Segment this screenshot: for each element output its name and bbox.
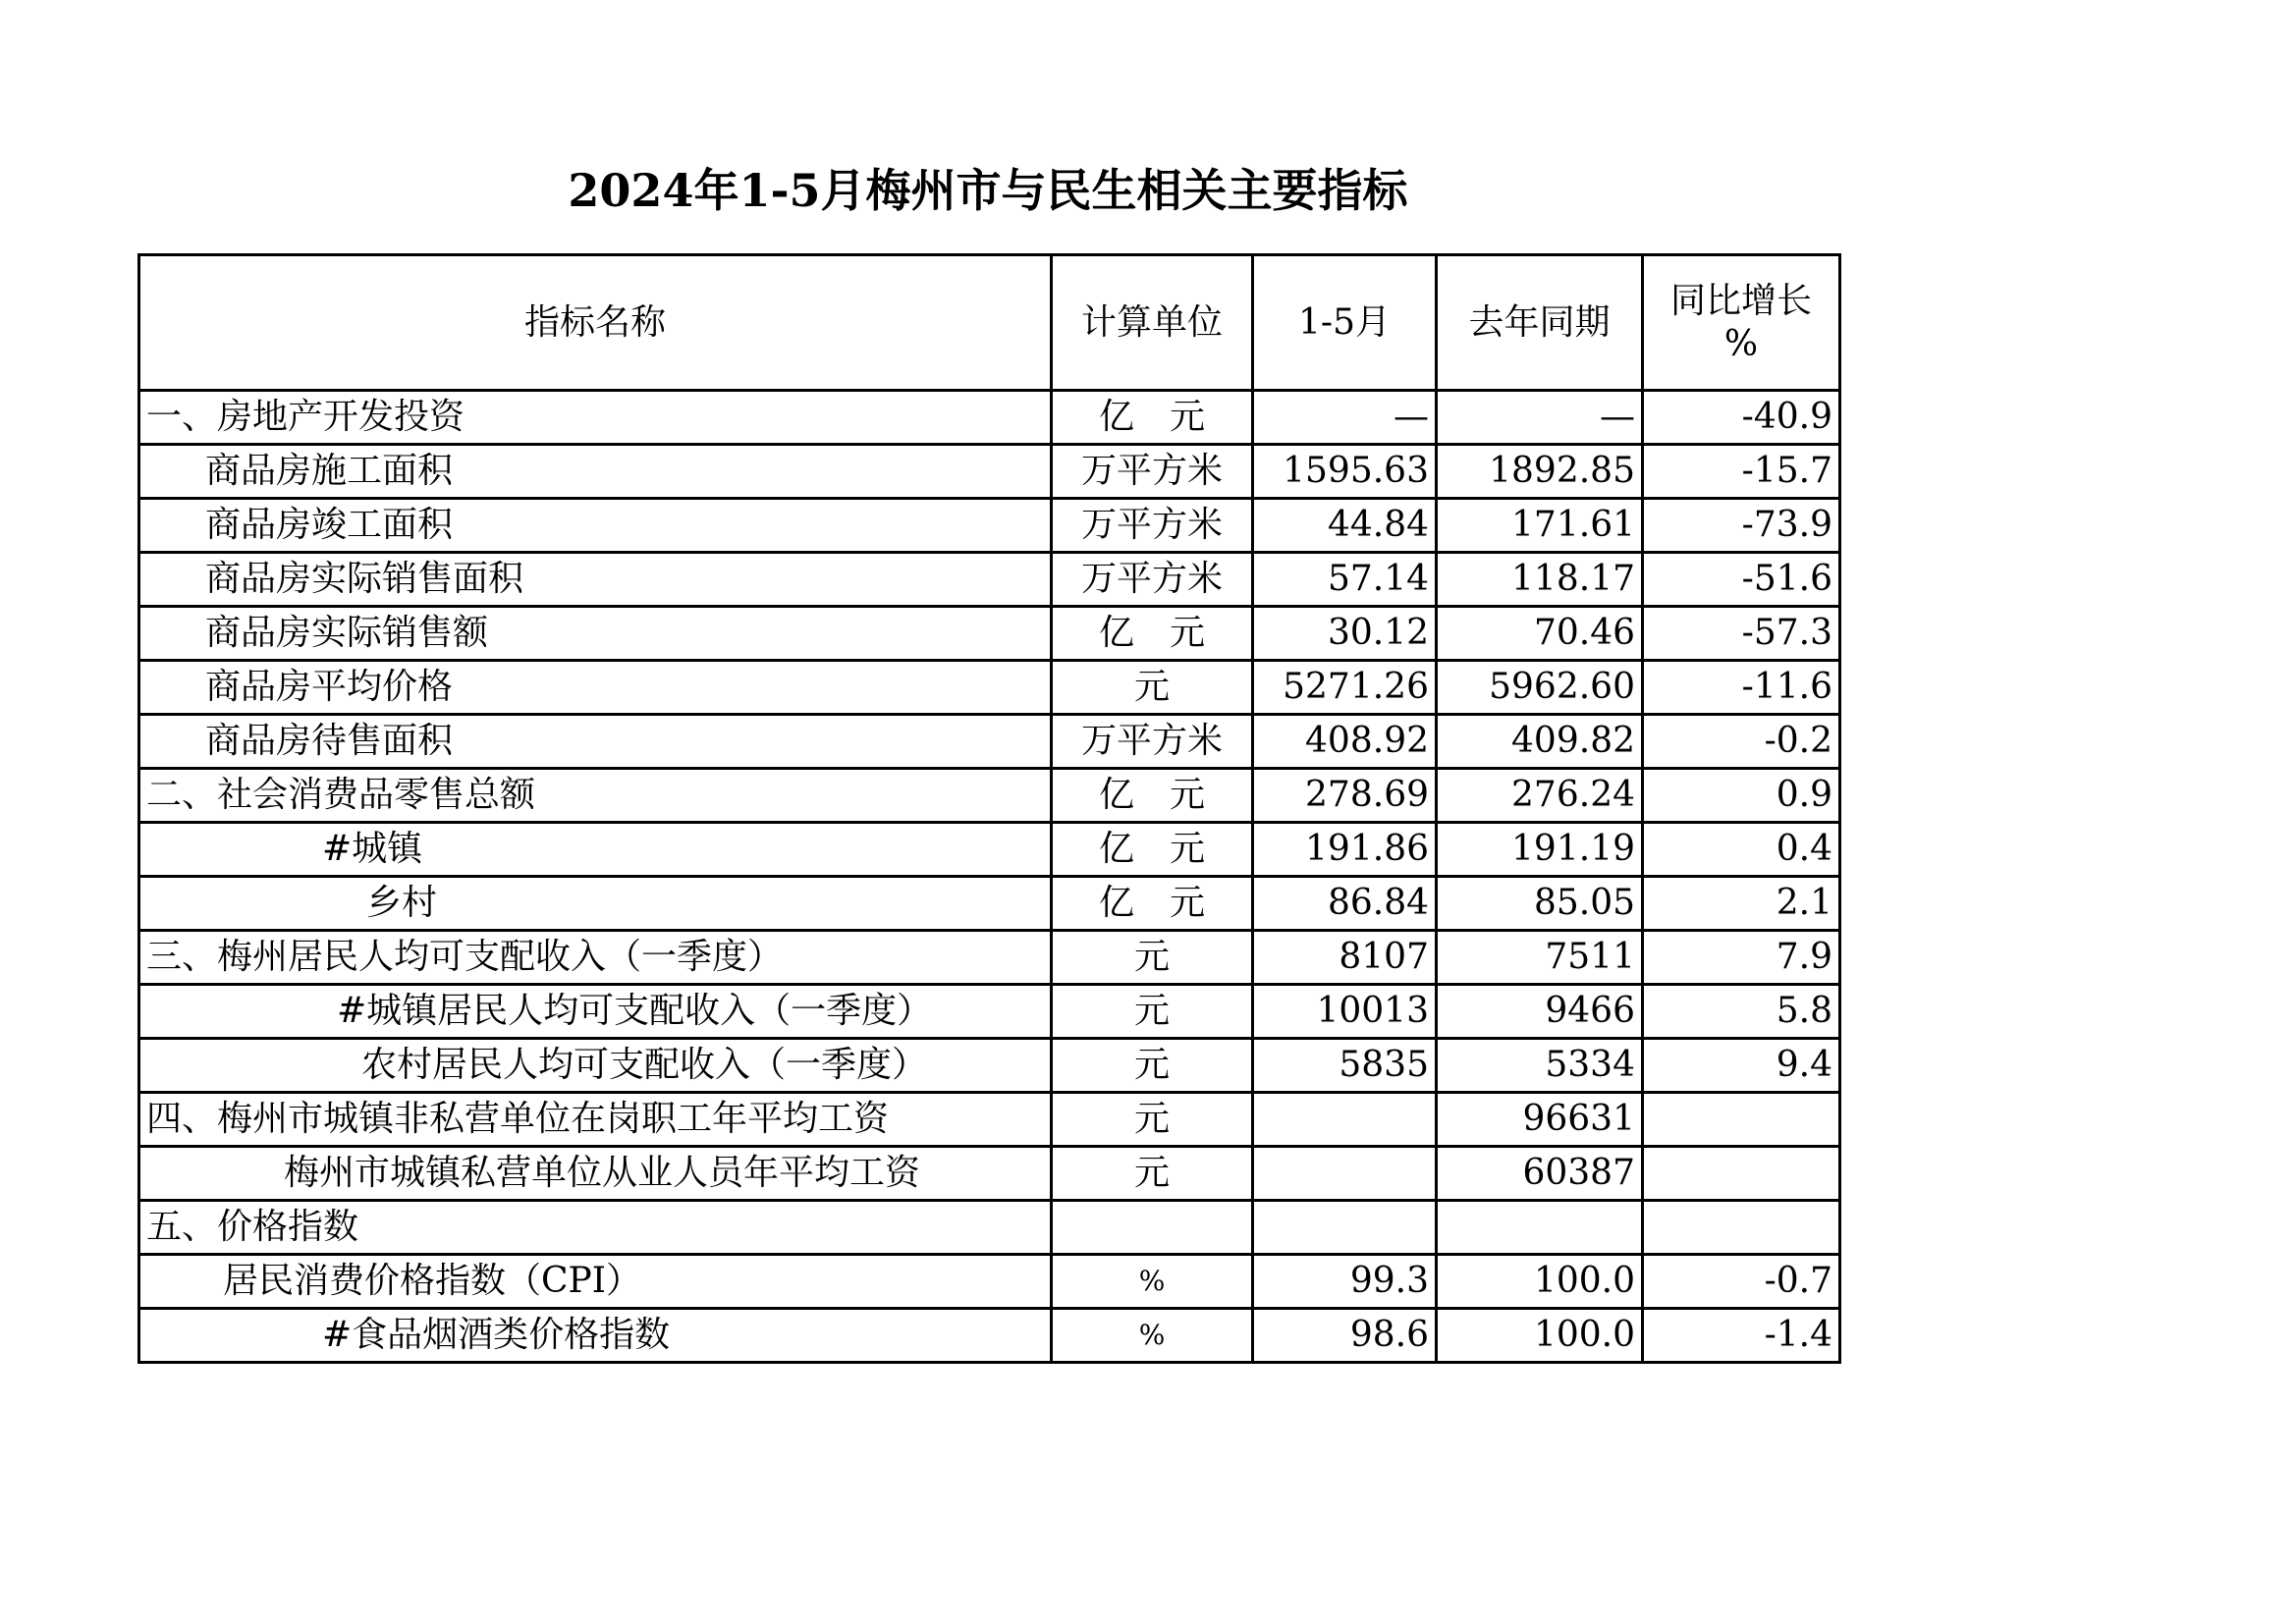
row-current: 1595.63	[1253, 445, 1437, 499]
row-growth: -57.3	[1643, 607, 1840, 661]
row-name: 梅州市城镇私营单位从业人员年平均工资	[139, 1147, 1052, 1201]
table-header-row	[139, 255, 1840, 391]
row-name: 乡村	[139, 877, 1052, 931]
row-name: #城镇	[139, 823, 1052, 877]
row-growth: -1.4	[1643, 1309, 1840, 1363]
row-current: 98.6	[1253, 1309, 1437, 1363]
row-unit: 万平方米	[1052, 499, 1253, 553]
header-unit: 计算单位	[1052, 255, 1253, 391]
row-unit: %	[1052, 1255, 1253, 1309]
row-current: —	[1253, 391, 1437, 445]
row-name: 居民消费价格指数（CPI）	[139, 1255, 1052, 1309]
row-growth: -40.9	[1643, 391, 1840, 445]
row-unit: 元	[1052, 661, 1253, 715]
row-last-year: 1892.85	[1437, 445, 1643, 499]
row-current	[1253, 1093, 1437, 1147]
row-current: 5271.26	[1253, 661, 1437, 715]
row-current: 57.14	[1253, 553, 1437, 607]
row-unit: %	[1052, 1309, 1253, 1363]
table-row	[139, 1093, 1840, 1147]
table-row	[139, 715, 1840, 769]
table-row	[139, 499, 1840, 553]
row-unit: 亿 元	[1052, 607, 1253, 661]
table-row	[139, 1255, 1840, 1309]
row-current: 8107	[1253, 931, 1437, 985]
row-unit: 亿 元	[1052, 769, 1253, 823]
row-current	[1253, 1201, 1437, 1255]
row-unit: 亿 元	[1052, 391, 1253, 445]
row-unit: 元	[1052, 931, 1253, 985]
row-last-year: 100.0	[1437, 1309, 1643, 1363]
row-growth	[1643, 1147, 1840, 1201]
table-row	[139, 769, 1840, 823]
row-growth: -15.7	[1643, 445, 1840, 499]
row-unit: 亿 元	[1052, 823, 1253, 877]
header-growth-label: 同比增长	[1669, 280, 1812, 321]
table-row	[139, 931, 1840, 985]
row-name: #城镇居民人均可支配收入（一季度）	[139, 985, 1052, 1039]
row-name: 五、价格指数	[139, 1201, 1052, 1255]
table-row	[139, 661, 1840, 715]
row-last-year: 7511	[1437, 931, 1643, 985]
row-name: 四、梅州市城镇非私营单位在岗职工年平均工资	[139, 1093, 1052, 1147]
row-current: 10013	[1253, 985, 1437, 1039]
page-title: 2024年1-5月梅州市与民生相关主要指标	[568, 164, 1408, 217]
table-row	[139, 553, 1840, 607]
row-growth: 2.1	[1643, 877, 1840, 931]
row-current: 5835	[1253, 1039, 1437, 1093]
row-last-year: 9466	[1437, 985, 1643, 1039]
header-growth-unit: %	[1723, 323, 1759, 364]
row-growth: -73.9	[1643, 499, 1840, 553]
table-row	[139, 1201, 1840, 1255]
row-last-year: 96631	[1437, 1093, 1643, 1147]
row-growth: -51.6	[1643, 553, 1840, 607]
row-unit: 元	[1052, 1147, 1253, 1201]
table-row	[139, 985, 1840, 1039]
row-growth: 9.4	[1643, 1039, 1840, 1093]
row-unit	[1052, 1201, 1253, 1255]
row-unit: 元	[1052, 985, 1253, 1039]
row-name: 一、房地产开发投资	[139, 391, 1052, 445]
row-growth: 5.8	[1643, 985, 1840, 1039]
row-current: 30.12	[1253, 607, 1437, 661]
row-growth: 0.4	[1643, 823, 1840, 877]
header-last-year: 去年同期	[1437, 255, 1643, 391]
header-current: 1-5月	[1253, 255, 1437, 391]
row-last-year: 5334	[1437, 1039, 1643, 1093]
row-last-year: 171.61	[1437, 499, 1643, 553]
row-name: #食品烟酒类价格指数	[139, 1309, 1052, 1363]
row-growth: 0.9	[1643, 769, 1840, 823]
row-current	[1253, 1147, 1437, 1201]
row-last-year: 100.0	[1437, 1255, 1643, 1309]
table-row	[139, 391, 1840, 445]
row-unit: 亿 元	[1052, 877, 1253, 931]
row-last-year: 191.19	[1437, 823, 1643, 877]
row-current: 191.86	[1253, 823, 1437, 877]
row-unit: 万平方米	[1052, 715, 1253, 769]
table-row	[139, 877, 1840, 931]
header-name: 指标名称	[139, 255, 1052, 391]
row-unit: 万平方米	[1052, 553, 1253, 607]
row-name: 商品房实际销售额	[139, 607, 1052, 661]
row-last-year: 60387	[1437, 1147, 1643, 1201]
row-name: 商品房平均价格	[139, 661, 1052, 715]
table-row	[139, 445, 1840, 499]
row-name: 农村居民人均可支配收入（一季度）	[139, 1039, 1052, 1093]
row-growth: -11.6	[1643, 661, 1840, 715]
row-last-year: 85.05	[1437, 877, 1643, 931]
row-unit: 元	[1052, 1093, 1253, 1147]
row-current: 44.84	[1253, 499, 1437, 553]
row-current: 278.69	[1253, 769, 1437, 823]
row-name: 商品房待售面积	[139, 715, 1052, 769]
row-growth	[1643, 1093, 1840, 1147]
table-row	[139, 1309, 1840, 1363]
row-last-year: 5962.60	[1437, 661, 1643, 715]
row-current: 408.92	[1253, 715, 1437, 769]
row-growth: 7.9	[1643, 931, 1840, 985]
table-row	[139, 1147, 1840, 1201]
row-current: 86.84	[1253, 877, 1437, 931]
row-last-year: 70.46	[1437, 607, 1643, 661]
row-name: 商品房施工面积	[139, 445, 1052, 499]
row-name: 二、社会消费品零售总额	[139, 769, 1052, 823]
table-row	[139, 823, 1840, 877]
row-name: 商品房实际销售面积	[139, 553, 1052, 607]
row-growth	[1643, 1201, 1840, 1255]
row-name: 三、梅州居民人均可支配收入（一季度）	[139, 931, 1052, 985]
indicator-table	[137, 253, 1841, 1364]
row-current: 99.3	[1253, 1255, 1437, 1309]
row-growth: -0.7	[1643, 1255, 1840, 1309]
row-last-year: 409.82	[1437, 715, 1643, 769]
row-last-year: —	[1437, 391, 1643, 445]
row-last-year: 118.17	[1437, 553, 1643, 607]
row-last-year: 276.24	[1437, 769, 1643, 823]
row-unit: 万平方米	[1052, 445, 1253, 499]
row-growth: -0.2	[1643, 715, 1840, 769]
row-name: 商品房竣工面积	[139, 499, 1052, 553]
table-row	[139, 607, 1840, 661]
table-row	[139, 1039, 1840, 1093]
header-growth	[1643, 255, 1840, 391]
row-last-year	[1437, 1201, 1643, 1255]
row-unit: 元	[1052, 1039, 1253, 1093]
